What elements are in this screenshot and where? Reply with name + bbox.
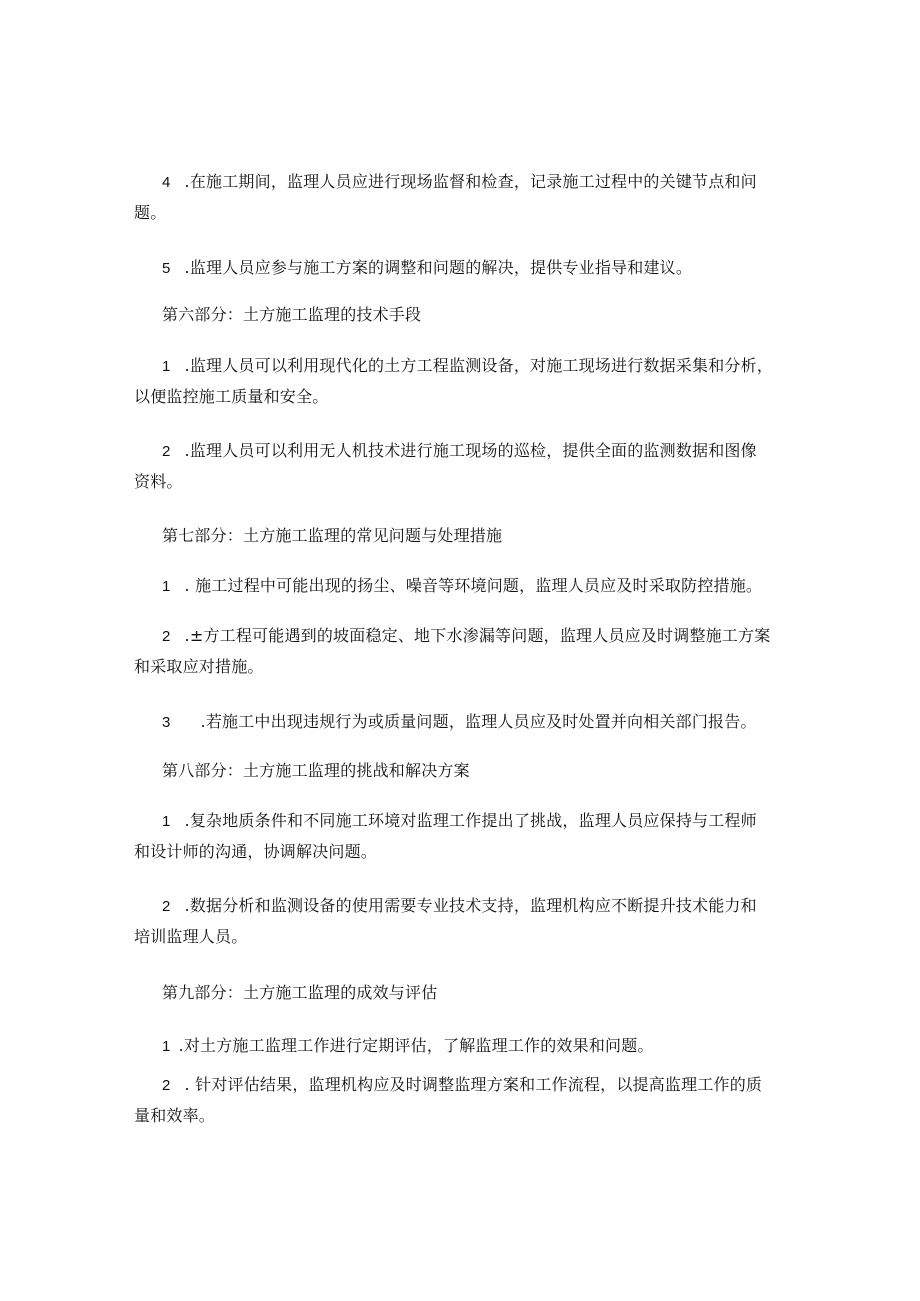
item-number: 4 [162, 174, 171, 191]
item-text-line1: . 针对评估结果，监理机构应及时调整监理方案和工作流程，以提高监理工作的质 [184, 1075, 763, 1094]
list-item-6-2 [134, 436, 804, 497]
section-heading-7: 第七部分：土方施工监理的常见问题与处理措施 [162, 526, 503, 545]
section-heading-6: 第六部分：土方施工监理的技术手段 [162, 305, 422, 324]
list-item-8-2 [134, 891, 804, 952]
list-item-6-1 [134, 351, 804, 412]
item-text: .监理人员应参与施工方案的调整和问题的解决，提供专业指导和建议。 [184, 258, 693, 277]
item-text-line2: 资料。 [134, 472, 183, 491]
item-text-line1: .±方工程可能遇到的坡面稳定、地下水渗漏等问题，监理人员应及时调整施工方案 [184, 626, 771, 645]
item-text-line1: .复杂地质条件和不同施工环境对监理工作提出了挑战，监理人员应保持与工程师 [184, 811, 757, 830]
section-heading-9: 第九部分：土方施工监理的成效与评估 [162, 983, 438, 1002]
item-number: 1 [162, 578, 171, 595]
item-number: 1 [162, 1038, 171, 1055]
item-text: .若施工中出现违规行为或质量问题，监理人员应及时处置并向相关部门报告。 [200, 712, 757, 731]
list-item-7-2 [134, 621, 804, 682]
item-text-line1: .监理人员可以利用无人机技术进行施工现场的巡检，提供全面的监测数据和图像 [184, 441, 757, 460]
item-text-line2: 培训监理人员。 [134, 927, 248, 946]
list-item-9-1 [134, 1031, 804, 1062]
item-number: 2 [162, 898, 171, 915]
item-number: 1 [162, 813, 171, 830]
section-heading-8: 第八部分：土方施工监理的挑战和解决方案 [162, 761, 470, 780]
item-text-line2: 和设计师的沟通，协调解决问题。 [134, 842, 378, 861]
item-number: 1 [162, 358, 171, 375]
item-text-line2: 题。 [134, 203, 167, 222]
item-number: 3 [162, 714, 171, 731]
item-number: 2 [162, 628, 171, 645]
item-number: 2 [162, 443, 171, 460]
item-text-line1: .监理人员可以利用现代化的土方工程监测设备，对施工现场进行数据采集和分析， [184, 356, 774, 375]
item-text: .对土方施工监理工作进行定期评估，了解监理工作的效果和问题。 [178, 1036, 654, 1055]
item-text-line2: 和采取应对措施。 [134, 657, 264, 676]
list-item-5 [134, 253, 804, 284]
item-text-line1: .数据分析和监测设备的使用需要专业技术支持，监理机构应不断提升技术能力和 [184, 896, 757, 915]
item-text-line2: 以便监控施工质量和安全。 [134, 387, 329, 406]
list-item-8-1 [134, 806, 804, 867]
item-text: . 施工过程中可能出现的扬尘、噪音等环境问题，监理人员应及时采取防控措施。 [184, 576, 763, 595]
list-item-9-2 [134, 1070, 804, 1131]
list-item-7-3 [134, 707, 804, 738]
list-item-7-1 [134, 571, 804, 602]
item-number: 2 [162, 1077, 171, 1094]
list-item-4 [134, 167, 804, 228]
item-number: 5 [162, 260, 171, 277]
item-text-line2: 量和效率。 [134, 1106, 216, 1125]
item-text-line1: .在施工期间，监理人员应进行现场监督和检查，记录施工过程中的关键节点和问 [184, 172, 757, 191]
